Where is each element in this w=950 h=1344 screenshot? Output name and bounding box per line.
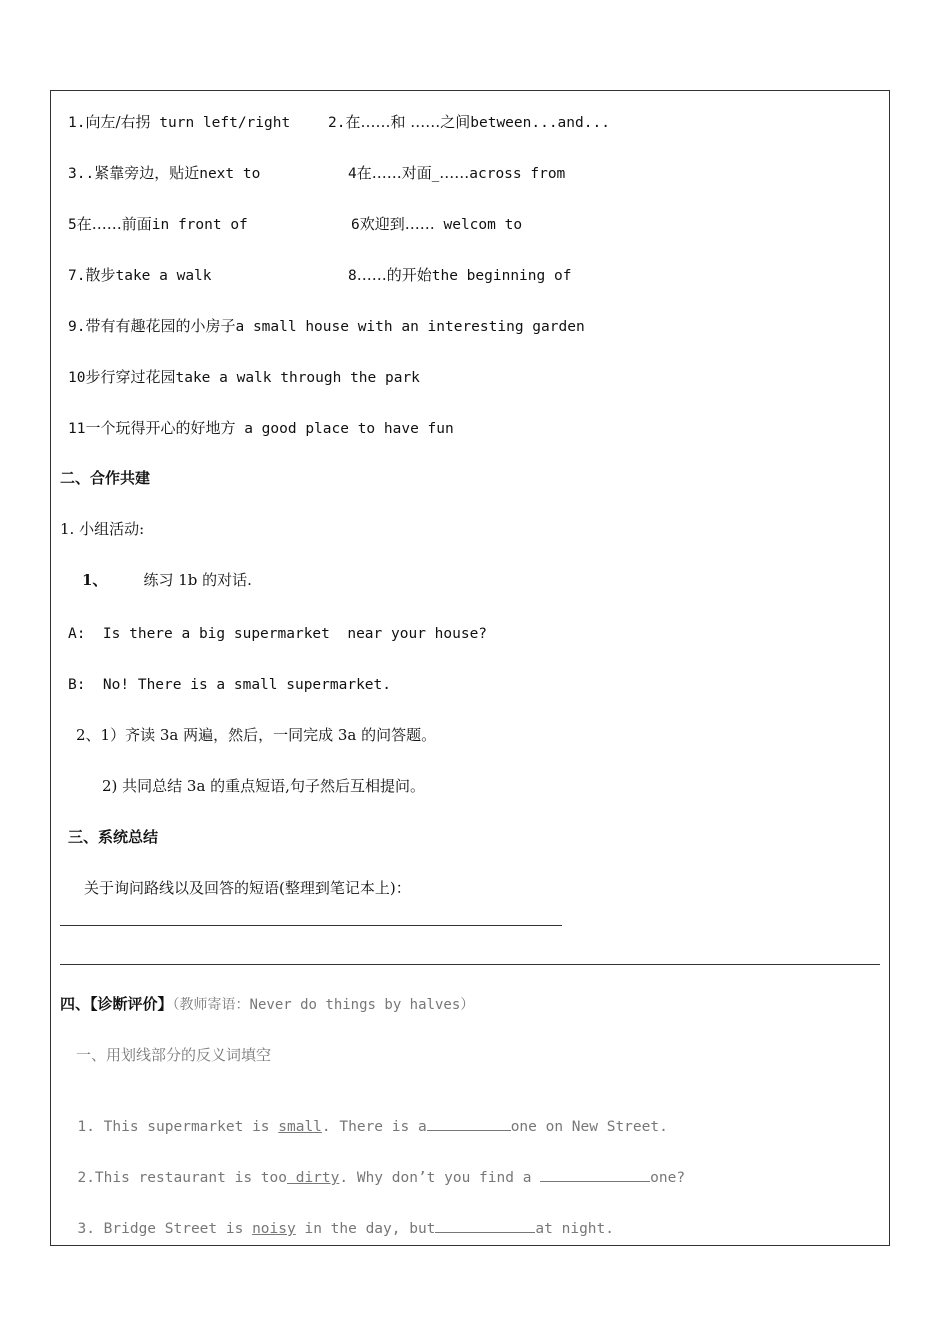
- practice-text: 练习 1b 的对话.: [143, 571, 252, 589]
- phrase-chinese: 在……和 ……之间: [345, 113, 471, 131]
- phrase-number: 4: [348, 166, 357, 182]
- phrase-chinese: 散步: [85, 266, 116, 284]
- phrase-number: 1.: [68, 115, 86, 131]
- phrase-number: 9.: [68, 319, 86, 335]
- phrase-6: [351, 214, 522, 235]
- section-heading-summary: 三、系统总结: [68, 828, 159, 846]
- task-2-2: 2) 共同总结 3a 的重点短语,句子然后互相提问。: [102, 777, 425, 795]
- practice-item: [82, 570, 252, 590]
- question-text: 2.This restaurant is too: [77, 1170, 287, 1186]
- answer-blank[interactable]: [427, 1116, 511, 1131]
- phrase-english: next to: [199, 166, 261, 182]
- answer-blank[interactable]: [435, 1218, 535, 1233]
- phrase-8: [348, 265, 571, 286]
- phrase-number: 8: [348, 268, 357, 284]
- phrase-10: [68, 367, 420, 388]
- section-heading-cooperation: 二、合作共建: [60, 469, 151, 487]
- dialogue-line-a: A: Is there a big supermarket near your house?: [68, 626, 488, 642]
- content-frame: [50, 90, 890, 1246]
- phrase-3: [68, 163, 260, 184]
- phrase-2: [328, 112, 610, 133]
- task-2-1: 2、1）齐读 3a 两遍，然后，一同完成 3a 的问答题。: [76, 726, 437, 744]
- phrase-chinese: 欢迎到……: [359, 215, 435, 233]
- phrase-number: 6: [351, 217, 360, 233]
- question-text: . There is a: [321, 1119, 427, 1135]
- question-1: [60, 1096, 668, 1137]
- phrase-english: a small house with an interesting garden: [235, 319, 585, 335]
- phrase-9: [68, 316, 585, 337]
- phrase-number: 7.: [68, 268, 86, 284]
- phrase-english: turn left/right: [150, 115, 291, 131]
- underlined-word: small: [278, 1119, 322, 1135]
- phrase-number: 3..: [68, 166, 95, 182]
- phrase-english: a good place to have fun: [235, 421, 454, 437]
- question-text: . Why don’t you find a: [339, 1170, 541, 1186]
- phrase-chinese: 步行穿过花园: [85, 368, 176, 386]
- phrase-4: [348, 163, 565, 184]
- phrase-5: [68, 214, 248, 235]
- underlined-word: noisy: [252, 1221, 296, 1237]
- phrase-number: 5: [68, 217, 77, 233]
- phrase-11: [68, 418, 454, 439]
- phrase-number: 10: [68, 370, 86, 386]
- question-text: 1. This supermarket is: [77, 1119, 279, 1135]
- section-heading-diagnosis: [60, 994, 474, 1015]
- phrase-1: [68, 112, 290, 133]
- question-2: [60, 1147, 685, 1188]
- question-text: one?: [650, 1170, 686, 1186]
- question-text: in the day, but: [295, 1221, 436, 1237]
- teacher-note: （教师寄语：Never do things by halves）: [172, 997, 475, 1013]
- question-text: 3. Bridge Street is: [77, 1221, 253, 1237]
- exercise-title: 一、用划线部分的反义词填空: [76, 1046, 272, 1064]
- group-activity-label: 1. 小组活动:: [60, 520, 145, 538]
- phrase-english: take a walk: [115, 268, 212, 284]
- answer-blank[interactable]: [540, 1167, 650, 1182]
- underlined-word: dirty: [286, 1170, 340, 1186]
- phrase-english: in front of: [151, 217, 248, 233]
- phrase-english: the beginning of: [431, 268, 572, 284]
- phrase-chinese: 紧靠旁边，贴近: [94, 164, 200, 182]
- phrase-english: between...and...: [470, 115, 610, 131]
- phrase-chinese: 一个玩得开心的好地方: [85, 419, 236, 437]
- phrase-chinese: ……的开始: [356, 266, 432, 284]
- question-text: at night.: [535, 1221, 614, 1237]
- phrase-number: 2.: [328, 115, 346, 131]
- phrase-english: take a walk through the park: [175, 370, 420, 386]
- phrase-chinese: 带有有趣花园的小房子: [85, 317, 236, 335]
- phrase-number: 11: [68, 421, 86, 437]
- phrase-english: across from: [469, 166, 566, 182]
- question-text: one on New Street.: [510, 1119, 668, 1135]
- practice-number: 1、: [82, 571, 108, 589]
- phrase-chinese: 在……对面_……: [356, 164, 470, 182]
- phrase-7: [68, 265, 212, 286]
- question-3: [60, 1198, 614, 1239]
- summary-prompt: 关于询问路线以及回答的短语(整理到笔记本上)：: [84, 879, 411, 897]
- heading-prefix: 四、: [60, 995, 91, 1013]
- phrase-chinese: 向左/右拐: [85, 113, 151, 131]
- heading-bracket: 【诊断评价】: [90, 995, 173, 1013]
- phrase-english: welcom to: [434, 217, 523, 233]
- answer-line: [60, 925, 562, 926]
- section-divider: [60, 964, 880, 965]
- dialogue-line-b: B: No! There is a small supermarket.: [68, 677, 392, 693]
- phrase-chinese: 在……前面: [76, 215, 152, 233]
